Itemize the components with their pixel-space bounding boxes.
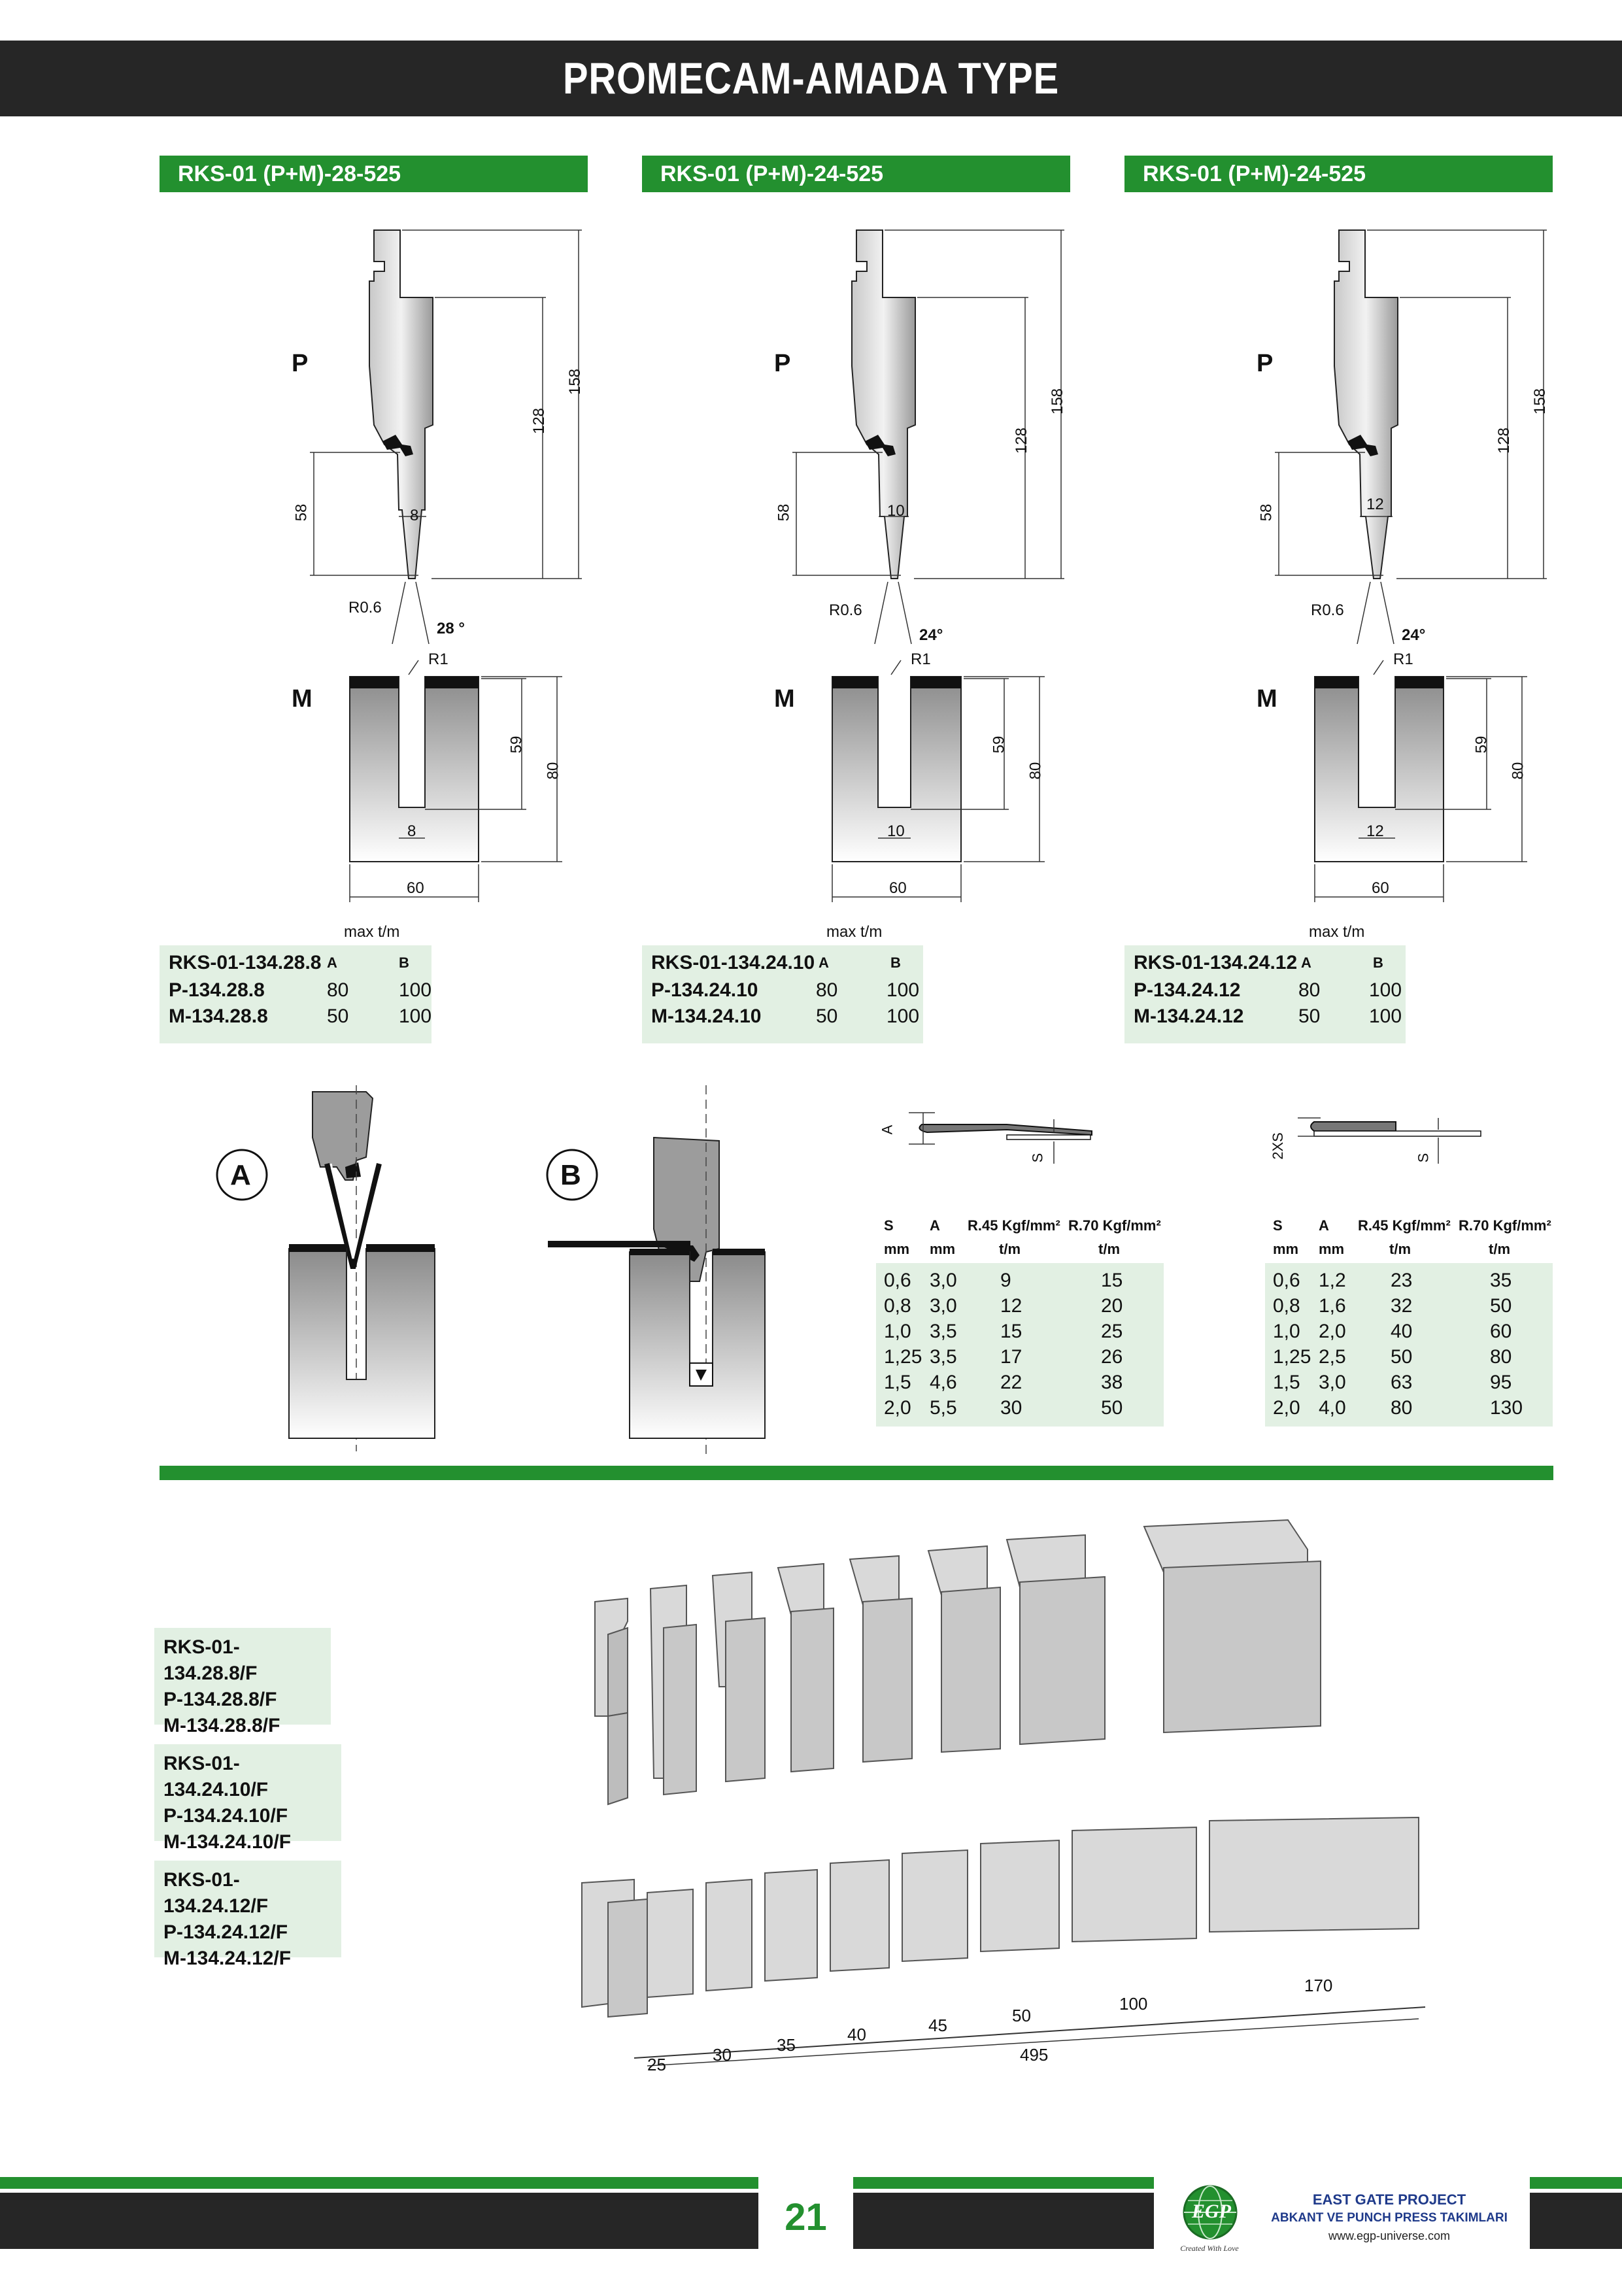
- table-cell: 40: [1391, 1321, 1413, 1342]
- table-cell: 1,5: [884, 1372, 911, 1393]
- dim-59: 59: [507, 735, 526, 754]
- table-unit: mm: [1273, 1241, 1299, 1257]
- sectioned-code-box-1: [154, 1628, 331, 1736]
- table-unit: t/m: [999, 1241, 1021, 1257]
- max-tm-label: max t/m: [1309, 923, 1365, 941]
- code-line: M-134.24.12/F: [163, 1948, 292, 1969]
- hem-left-a: A: [879, 1124, 896, 1135]
- dim-angle: 28 °: [437, 620, 465, 637]
- section-divider: [160, 1466, 1553, 1480]
- spec-row-name: P-134.28.8: [169, 979, 265, 1001]
- table-cell: 2,0: [884, 1397, 911, 1419]
- segment-length: 50: [1012, 2006, 1031, 2025]
- table-cell: 0,6: [1273, 1270, 1300, 1291]
- table-cell: 3,5: [930, 1321, 957, 1342]
- footer-green-bar-left: [0, 2177, 758, 2189]
- table-cell: 0,8: [884, 1295, 911, 1317]
- column-2-drawing: [792, 230, 1064, 902]
- footer-green-bar-mid: [853, 2177, 1154, 2189]
- spec-row-a: 50: [327, 1005, 349, 1027]
- table-cell: 80: [1490, 1346, 1512, 1368]
- table-unit: t/m: [1098, 1241, 1120, 1257]
- footer-green-bar-right: [1530, 2177, 1622, 2189]
- dim-radius: R0.6: [348, 599, 382, 616]
- company-name: EAST GATE PROJECT: [1312, 2191, 1466, 2208]
- table-cell: 12: [1000, 1295, 1022, 1317]
- punch-letter: P: [292, 350, 309, 377]
- table-cell: 32: [1391, 1295, 1413, 1317]
- table-cell: 1,25: [1273, 1346, 1311, 1368]
- table-header: S: [1273, 1217, 1283, 1234]
- table-cell: 2,0: [1319, 1321, 1346, 1342]
- spec-code: RKS-01-134.24.10: [651, 952, 815, 973]
- dim-die-slot: 12: [1366, 822, 1384, 840]
- die-letter: M: [1257, 685, 1277, 713]
- die-letter: M: [292, 685, 313, 713]
- table-cell: 0,8: [1273, 1295, 1300, 1317]
- spec-col-b: B: [1373, 954, 1383, 971]
- column-3-label: RKS-01 (P+M)-24-525: [1124, 156, 1553, 192]
- code-line: M-134.24.10/F: [163, 1831, 292, 1853]
- table-cell: 3,0: [930, 1270, 957, 1291]
- spec-row-name: P-134.24.12: [1134, 979, 1241, 1001]
- segment-length: 35: [777, 2035, 796, 2055]
- spec-row-a: 80: [327, 979, 349, 1001]
- table-cell: 35: [1490, 1270, 1512, 1291]
- spec-row-b: 100: [399, 1005, 432, 1027]
- company-subtitle: ABKANT VE PUNCH PRESS TAKIMLARI: [1271, 2211, 1508, 2225]
- table-cell: 63: [1391, 1372, 1413, 1393]
- spec-row-b: 100: [1369, 1005, 1402, 1027]
- table-header: R.45 Kgf/mm²: [968, 1217, 1060, 1234]
- spec-row-a: 80: [816, 979, 838, 1001]
- hem-diagram-left: [909, 1113, 1092, 1164]
- company-website: www.egp-universe.com: [1328, 2229, 1451, 2242]
- dim-80: 80: [1026, 762, 1045, 780]
- sectioned-code-box-3: [154, 1861, 341, 1969]
- spec-row-name: M-134.24.10: [651, 1005, 762, 1027]
- column-3-drawing: [1275, 230, 1547, 902]
- table-unit: mm: [884, 1241, 910, 1257]
- process-a-label: A: [230, 1159, 251, 1191]
- table-cell: 22: [1000, 1372, 1022, 1393]
- sectioned-code-box-2: [154, 1744, 341, 1853]
- table-unit: t/m: [1489, 1241, 1510, 1257]
- force-table-left: [876, 1209, 1170, 1432]
- dim-58: 58: [292, 503, 311, 522]
- dim-width-60: 60: [407, 879, 424, 897]
- dim-128: 128: [1013, 427, 1031, 454]
- spec-code: RKS-01-134.24.12: [1134, 952, 1298, 973]
- process-a-diagram: [217, 1085, 435, 1451]
- dim-width-60: 60: [889, 879, 907, 897]
- table-cell: 1,0: [884, 1321, 911, 1342]
- page-number: 21: [785, 2196, 827, 2238]
- hem-diagram-right: [1298, 1118, 1481, 1164]
- footer-dark-bar-left: [0, 2193, 758, 2249]
- dim-radius: R0.6: [1311, 601, 1344, 619]
- table-cell: 5,5: [930, 1397, 957, 1419]
- logo-slogan: Created With Love: [1180, 2244, 1239, 2253]
- code-line: M-134.28.8/F: [163, 1715, 280, 1736]
- spec-box-1: [160, 945, 431, 1043]
- table-header: A: [930, 1217, 940, 1234]
- table-cell: 3,0: [1319, 1372, 1346, 1393]
- process-b-diagram: [547, 1085, 765, 1458]
- table-unit: mm: [930, 1241, 956, 1257]
- dim-128: 128: [530, 407, 549, 435]
- table-cell: 3,5: [930, 1346, 957, 1368]
- force-table-right: [1265, 1209, 1559, 1432]
- footer-dark-bar-right: [1530, 2193, 1622, 2249]
- code-line: P-134.24.10/F: [163, 1805, 288, 1827]
- hem-right-a: 2XS: [1269, 1132, 1286, 1160]
- code-line: RKS-01-134.28.8/F: [163, 1636, 258, 1684]
- process-b-label: B: [560, 1159, 581, 1191]
- column-2-label: RKS-01 (P+M)-24-525: [642, 156, 1070, 192]
- punch-letter: P: [774, 350, 791, 377]
- logo-text: EGP: [1192, 2201, 1231, 2222]
- max-tm-label: max t/m: [344, 923, 400, 941]
- dim-tip-width: 12: [1366, 496, 1384, 513]
- table-header: S: [884, 1217, 894, 1234]
- table-header: A: [1319, 1217, 1329, 1234]
- table-cell: 95: [1490, 1372, 1512, 1393]
- spec-row-b: 100: [399, 979, 432, 1001]
- table-cell: 50: [1391, 1346, 1413, 1368]
- table-cell: 23: [1391, 1270, 1413, 1291]
- spec-code: RKS-01-134.28.8: [169, 952, 322, 973]
- dim-r1: R1: [428, 650, 448, 668]
- table-body: [1265, 1263, 1553, 1427]
- segment-length: 100: [1119, 1994, 1148, 2014]
- segments-illustration: [556, 1491, 1471, 2144]
- table-cell: 25: [1101, 1321, 1123, 1342]
- table-cell: 15: [1101, 1270, 1123, 1291]
- table-header: R.70 Kgf/mm²: [1068, 1217, 1161, 1234]
- spec-row-name: M-134.24.12: [1134, 1005, 1244, 1027]
- segment-length: 45: [928, 2016, 947, 2035]
- spec-col-a: A: [1301, 954, 1311, 971]
- spec-row-b: 100: [887, 1005, 920, 1027]
- spec-row-a: 50: [816, 1005, 838, 1027]
- dim-angle: 24°: [1402, 626, 1426, 644]
- dim-tip-width: 8: [410, 507, 419, 524]
- page-title: PROMECAM-AMADA TYPE: [563, 54, 1059, 103]
- table-cell: 50: [1101, 1397, 1123, 1419]
- tool-drawings: [0, 209, 1622, 915]
- table-body: [876, 1263, 1164, 1427]
- table-cell: 20: [1101, 1295, 1123, 1317]
- dim-radius: R0.6: [829, 601, 862, 619]
- footer-dark-bar-mid: [853, 2193, 1154, 2249]
- dim-die-slot: 8: [407, 822, 416, 840]
- dim-158: 158: [1049, 388, 1067, 415]
- table-unit: mm: [1319, 1241, 1345, 1257]
- code-line: RKS-01-134.24.10/F: [163, 1753, 269, 1800]
- spec-row-b: 100: [1369, 979, 1402, 1001]
- code-line: P-134.24.12/F: [163, 1921, 288, 1943]
- table-cell: 1,2: [1319, 1270, 1346, 1291]
- dim-158: 158: [566, 368, 584, 396]
- die-letter: M: [774, 685, 795, 713]
- table-unit: t/m: [1389, 1241, 1411, 1257]
- table-cell: 15: [1000, 1321, 1022, 1342]
- spec-col-a: A: [819, 954, 829, 971]
- hem-right-s: S: [1415, 1153, 1432, 1163]
- table-cell: 38: [1101, 1372, 1123, 1393]
- table-cell: 26: [1101, 1346, 1123, 1368]
- dim-80: 80: [544, 762, 562, 780]
- spec-row-name: M-134.28.8: [169, 1005, 268, 1027]
- table-cell: 1,25: [884, 1346, 922, 1368]
- table-cell: 60: [1490, 1321, 1512, 1342]
- spec-row-a: 50: [1298, 1005, 1321, 1027]
- segment-length: 30: [713, 2045, 732, 2065]
- spec-col-b: B: [890, 954, 901, 971]
- table-cell: 130: [1490, 1397, 1523, 1419]
- table-cell: 1,5: [1273, 1372, 1300, 1393]
- table-cell: 2,5: [1319, 1346, 1346, 1368]
- segment-length: 170: [1304, 1976, 1333, 1995]
- dim-tip-width: 10: [887, 502, 905, 520]
- dim-r1: R1: [911, 650, 931, 668]
- code-line: P-134.28.8/F: [163, 1689, 277, 1710]
- dim-128: 128: [1495, 427, 1513, 454]
- dim-58: 58: [1257, 503, 1276, 522]
- table-cell: 1,0: [1273, 1321, 1300, 1342]
- spec-row-b: 100: [887, 979, 920, 1001]
- column-1-drawing: [310, 230, 582, 902]
- dim-158: 158: [1531, 388, 1549, 415]
- max-tm-label: max t/m: [826, 923, 883, 941]
- spec-row-a: 80: [1298, 979, 1321, 1001]
- segment-total-length: 495: [1020, 2045, 1049, 2065]
- spec-col-b: B: [399, 954, 409, 971]
- table-header: R.70 Kgf/mm²: [1459, 1217, 1551, 1234]
- spec-box-3: [1124, 945, 1406, 1043]
- table-cell: 2,0: [1273, 1397, 1300, 1419]
- table-cell: 50: [1490, 1295, 1512, 1317]
- table-cell: 4,0: [1319, 1397, 1346, 1419]
- dim-width-60: 60: [1372, 879, 1389, 897]
- dim-80: 80: [1509, 762, 1527, 780]
- dim-59: 59: [1472, 735, 1491, 754]
- table-cell: 9: [1000, 1270, 1011, 1291]
- table-cell: 1,6: [1319, 1295, 1346, 1317]
- table-cell: 30: [1000, 1397, 1022, 1419]
- table-cell: 4,6: [930, 1372, 957, 1393]
- dim-r1: R1: [1393, 650, 1413, 668]
- code-line: RKS-01-134.24.12/F: [163, 1869, 269, 1917]
- table-cell: 0,6: [884, 1270, 911, 1291]
- spec-col-a: A: [327, 954, 337, 971]
- segment-length: 40: [847, 2025, 866, 2044]
- spec-row-name: P-134.24.10: [651, 979, 758, 1001]
- dim-die-slot: 10: [887, 822, 905, 840]
- hem-left-s: S: [1029, 1153, 1046, 1163]
- table-cell: 80: [1391, 1397, 1413, 1419]
- table-header: R.45 Kgf/mm²: [1358, 1217, 1451, 1234]
- table-cell: 3,0: [930, 1295, 957, 1317]
- spec-box-2: [642, 945, 923, 1043]
- dim-58: 58: [775, 503, 793, 522]
- dim-angle: 24°: [919, 626, 943, 644]
- column-1-label: RKS-01 (P+M)-28-525: [160, 156, 588, 192]
- segment-length: 25: [647, 2055, 666, 2074]
- dim-59: 59: [990, 735, 1008, 754]
- table-cell: 17: [1000, 1346, 1022, 1368]
- punch-letter: P: [1257, 350, 1274, 377]
